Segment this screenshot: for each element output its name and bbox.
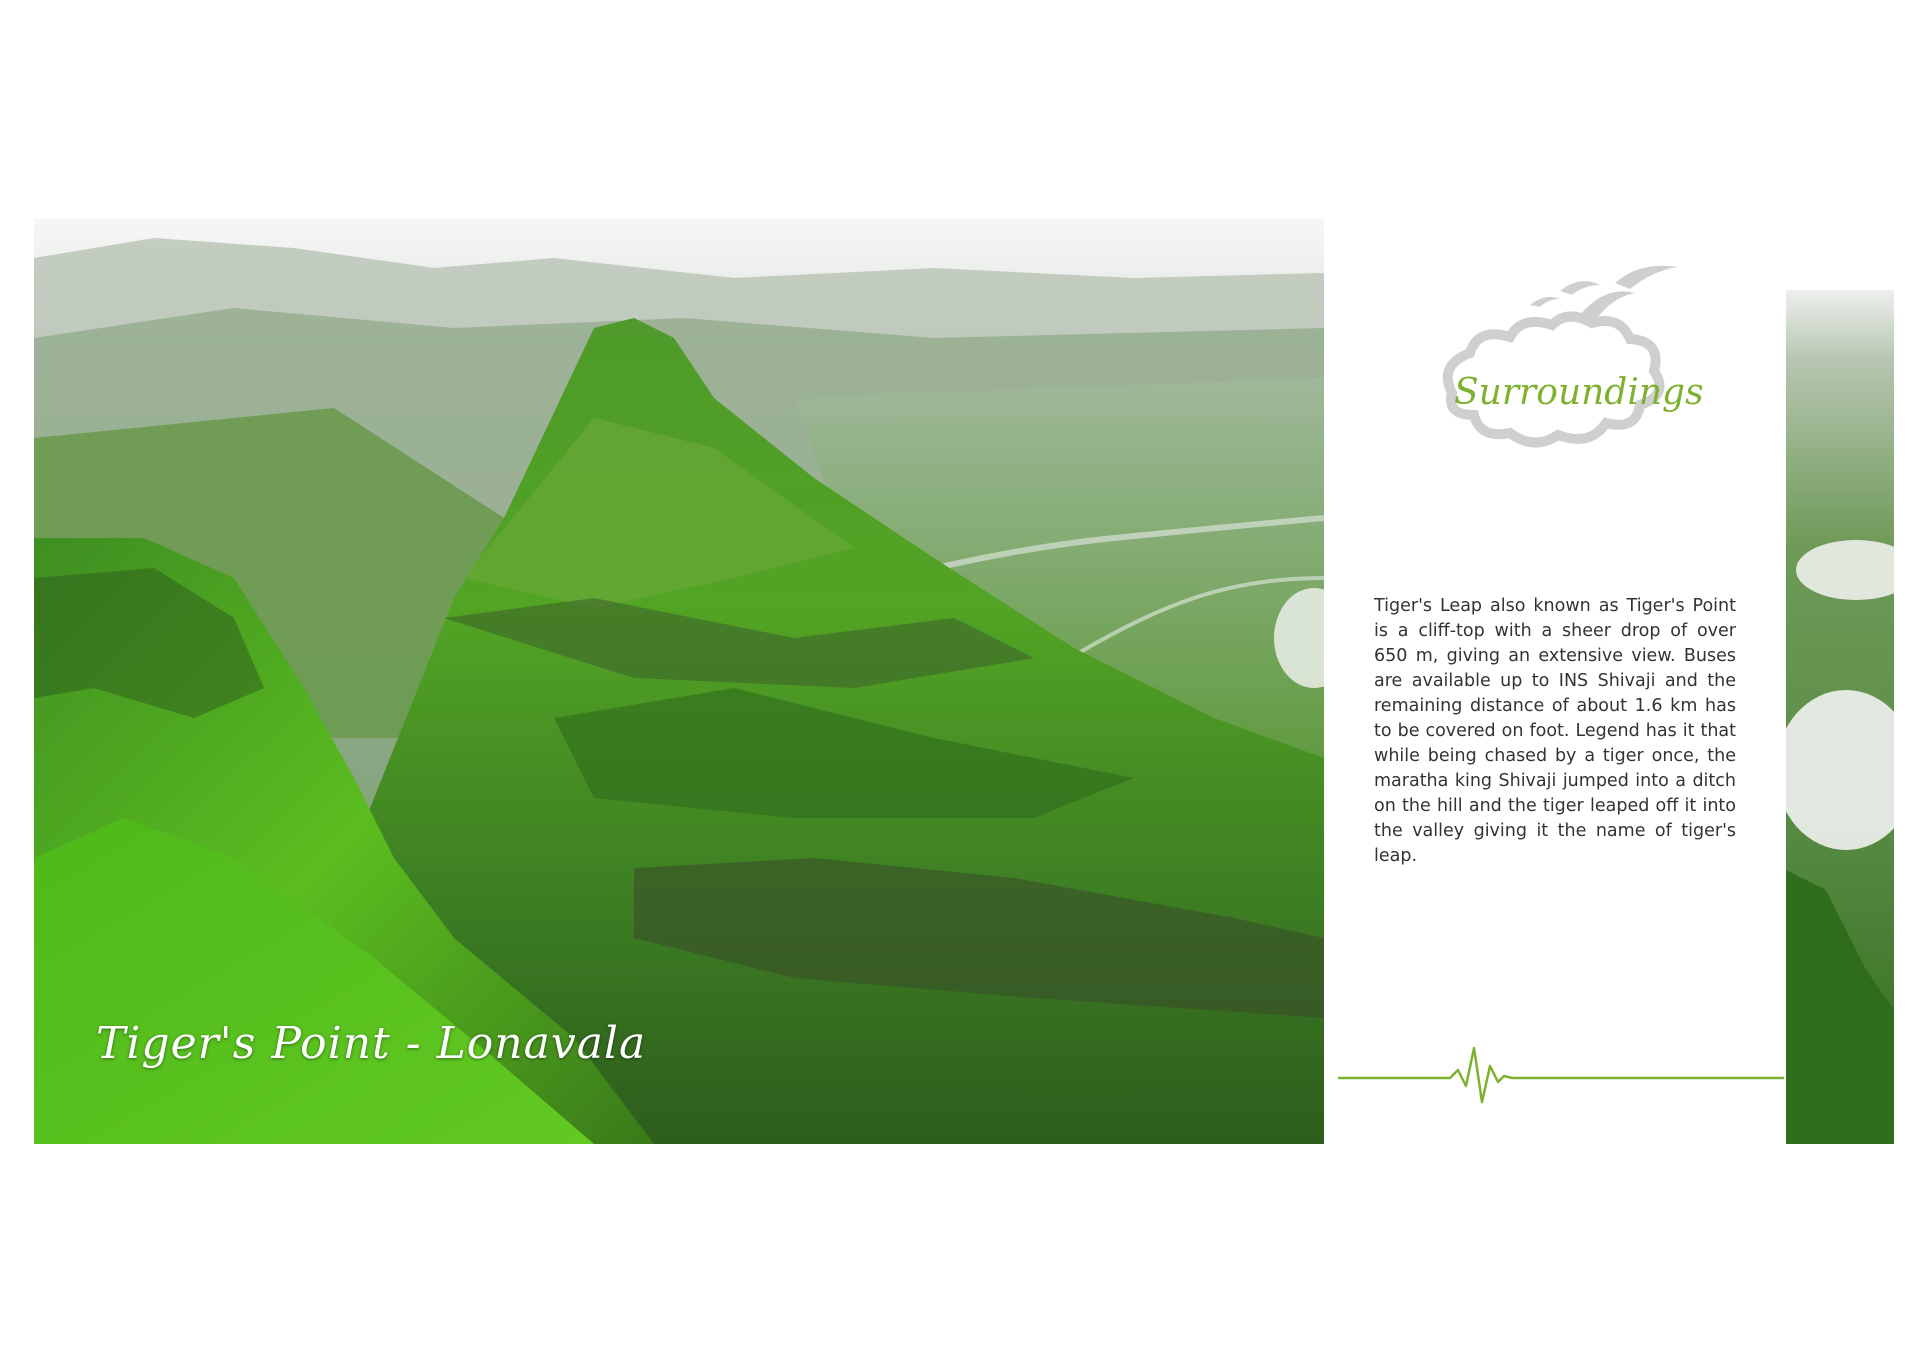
mountain-photo-graphic [34, 218, 1324, 1144]
photo-caption: Tiger's Point - Lonavala [96, 1018, 647, 1069]
heartbeat-line-icon [1338, 1040, 1784, 1106]
description-text: Tiger's Leap also known as Tiger's Point is a cliff-top with a sheer drop of over 650 m, giving an extensive view. Buses are available up to INS Shivaji and the remaining distance of about 1.6 km has to be covered on foot. Legend has it that while being chased by a tiger once, the maratha king Shivaji jumped into a ditch on the hill and the tiger leaped off it into the valley giving it the name of tiger's leap. [1374, 596, 1736, 866]
surroundings-logo [1430, 255, 1704, 465]
strip-photo-graphic [1786, 290, 1894, 1144]
adjacent-photo-strip [1786, 290, 1894, 1144]
heartbeat-divider [1338, 1040, 1784, 1106]
cloud-with-birds-icon [1430, 255, 1704, 465]
tigers-point-photo [34, 218, 1324, 1144]
section-title: Surroundings [1454, 372, 1704, 413]
